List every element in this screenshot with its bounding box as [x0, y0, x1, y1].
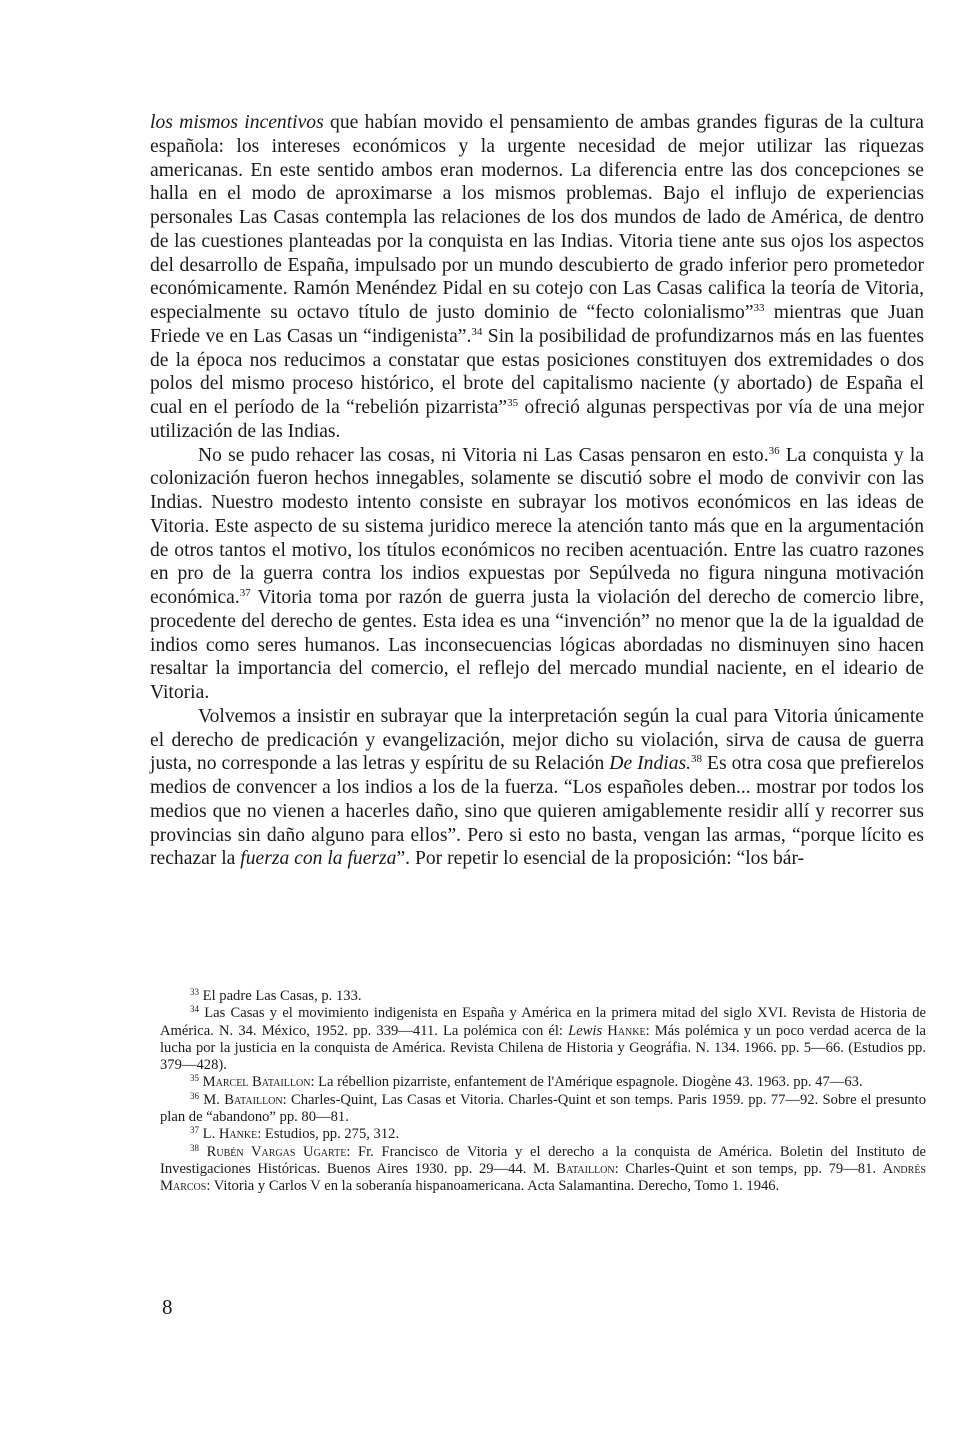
author-name: Rubén Vargas Ugarte	[206, 1143, 347, 1160]
text-run: : La rébellion pizarriste, enfantement de l'Amérique espagnole. Diogène 43. 1963. pp. 47—63.	[310, 1074, 863, 1091]
text-run: El padre Las Casas, p. 133.	[199, 988, 362, 1004]
text-run	[199, 1144, 207, 1160]
text-run: ofreció algunas perspectivas por vía de una mejor utilización de las Indias.	[150, 397, 924, 442]
text-run: L.	[199, 1126, 219, 1143]
footnote-marker: 34	[471, 325, 483, 338]
text-run: : Charles-Quint et son temps, pp. 79—81.	[614, 1160, 883, 1177]
text-run: mientras que Juan Friede ve en Las Casas un “indigenista”.	[150, 302, 924, 347]
italic-text: los mismos incentivos	[150, 112, 324, 133]
footnote-marker: 33	[190, 987, 199, 997]
text-run: ”. Por repetir lo esencial de la proposición: “los bár-	[396, 848, 805, 870]
footnote-marker: 36	[190, 1090, 199, 1101]
footnote-marker: 38	[691, 753, 703, 766]
author-name: Bataillon	[556, 1160, 615, 1177]
text-run: : Estudios, pp. 275, 312.	[257, 1126, 400, 1143]
text-run: Volvemos a insistir en subrayar que la interpretación según la cual para Vitoria únicamente el derecho de predicación y evangelización, mejor dicho su violación, sirva de causa de guerra justa, no corresponde a las letras y espíritu de su Relación	[150, 705, 924, 775]
main-body-text	[150, 111, 924, 871]
footnote-marker: 36	[768, 444, 780, 457]
text-run: : Charles-Quint, Las Casas et Vitoria. Charles-Quint et son temps. Paris 1959. pp. 77—92. Sobre el presunto plan de “abandono” pp. 80—81.	[160, 1091, 926, 1126]
text-run: : Más polémica y un poco verdad acerca de la lucha por la justicia en la conquista de América. Revista Chilena de Historia y Geográfia. N. 134. 1966. pp. 5—66. (Estudios pp. 379—428).	[160, 1022, 926, 1074]
footnote-marker: 33	[753, 302, 765, 314]
footnote-marker: 37	[190, 1125, 199, 1136]
italic-text: Lewis	[568, 1022, 603, 1039]
footnote-3	[160, 1074, 926, 1091]
footnote-4	[160, 1092, 926, 1127]
footnotes-section	[160, 988, 926, 1196]
footnote-1	[160, 988, 926, 1005]
text-run: Vitoria toma por razón de guerra justa la violación del derecho de comercio libre, procedente del derecho de gentes. Esta idea es una “invención” no menor que la de la igualdad de indios como seres humanos. Las inconsecuencias lógicas abordadas no disminuyen sino hacen resaltar la importancia del comercio, el reflejo del mercado mundial naciente, en el ideario de Vitoria.	[150, 587, 924, 703]
footnote-marker: 35	[507, 397, 519, 409]
text-run: M.	[199, 1091, 225, 1108]
footnote-5	[160, 1126, 926, 1143]
body-paragraph-1	[150, 111, 924, 444]
text-run: No se pudo rehacer las cosas, ni Vitoria ni Las Casas pensaron en esto.	[198, 444, 769, 466]
author-name: Andrés Marcos	[160, 1160, 926, 1195]
italic-text: De Indias.	[609, 753, 692, 775]
author-name: Bataillon	[224, 1091, 283, 1108]
page-number: 8	[162, 1295, 173, 1319]
text-run: que habían movido el pensamiento de ambas grandes figuras de la cultura española: los intereses económicos y la urgente necesidad de mejor utilizar las riquezas americanas. En este sentido ambos eran modernos. La diferencia entre las dos concepciones se halla en el modo de aproximarse a los mismos problemas. Bajo el influjo de experiencias personales Las Casas contempla las relaciones de los dos mundos de lado de América, de dentro de las cuestiones planteadas por la conquista en las Indias. Vitoria tiene ante sus ojos los aspectos del desarrollo de España, impulsado por un mundo descubierto de grado inferior pero prometedor económicamente. Ramón Menéndez Pidal en su cotejo con Las Casas califica la teoría de Vitoria, especialmente su octavo título de justo dominio de “fecto colonialismo”	[150, 112, 924, 323]
text-run: Es otra cosa que prefierelos medios de convencer a los indios a los de la fuerza. “Los españoles deben... mostrar por todos los medios que no vienen a hacerles daño, sino que quieren amigablemente residir allí y recorrer sus provincias sin daño alguno para ellos”. Pero si esto no basta, vengan las armas, “porque lícito es rechazar la	[150, 753, 924, 870]
author-name: Marcel Bataillon	[202, 1074, 311, 1091]
body-paragraph-3	[150, 705, 924, 871]
footnote-6	[160, 1144, 926, 1196]
body-paragraph-2	[150, 444, 924, 705]
footnote-2	[160, 1005, 926, 1074]
text-run: : Vitoria y Carlos V en la soberanía hispanoamericana. Acta Salamantina. Derecho, Tomo 1. 1946.	[206, 1178, 780, 1195]
text-run: Sin la posibilidad de profundizarnos más en las fuentes de la época nos reducimos a constatar que estas posiciones constituyen dos extremidades o dos polos del mismo proceso histórico, el brote del capitalismo naciente (y abortado) de España el cual en el período de la “rebelión pizarrista”	[150, 325, 924, 418]
footnote-marker: 34	[190, 1004, 199, 1015]
footnote-marker: 38	[190, 1142, 199, 1153]
text-run: : Fr. Francisco de Vitoria y el derecho a la conquista de América. Boletin del Instituto de Investigaciones Históricas. Buenos Aires 1930. pp. 29—44. M.	[160, 1143, 927, 1177]
footnote-marker: 35	[190, 1073, 199, 1084]
footnote-marker: 37	[239, 587, 251, 599]
author-name: Hanke	[218, 1126, 258, 1143]
italic-text: fuerza con la fuerza	[240, 848, 397, 870]
text-run: Las Casas y el movimiento indigenista en España y América en la primera mitad del siglo XVI. Revista de Historia de América. N. 34. México, 1952. pp. 339—411. La polémica con él:	[160, 1005, 926, 1039]
author-name: Hanke	[607, 1022, 646, 1039]
text-run: La conquista y la colonización fueron hechos innegables, solamente se discutió sobre el modo de convivir con las Indias. Nuestro modesto intento consiste en subrayar los motivos económicos en las ideas de Vitoria. Este aspecto de su sistema juridico merece la atención tanto más que en la argumentación de otros tantos el motivo, los títulos económicos no reciben acentuación. Entre las cuatro razones en pro de la guerra contra los indios expuestas por Sepúlveda no figura ninguna motivación económica.	[150, 444, 925, 608]
